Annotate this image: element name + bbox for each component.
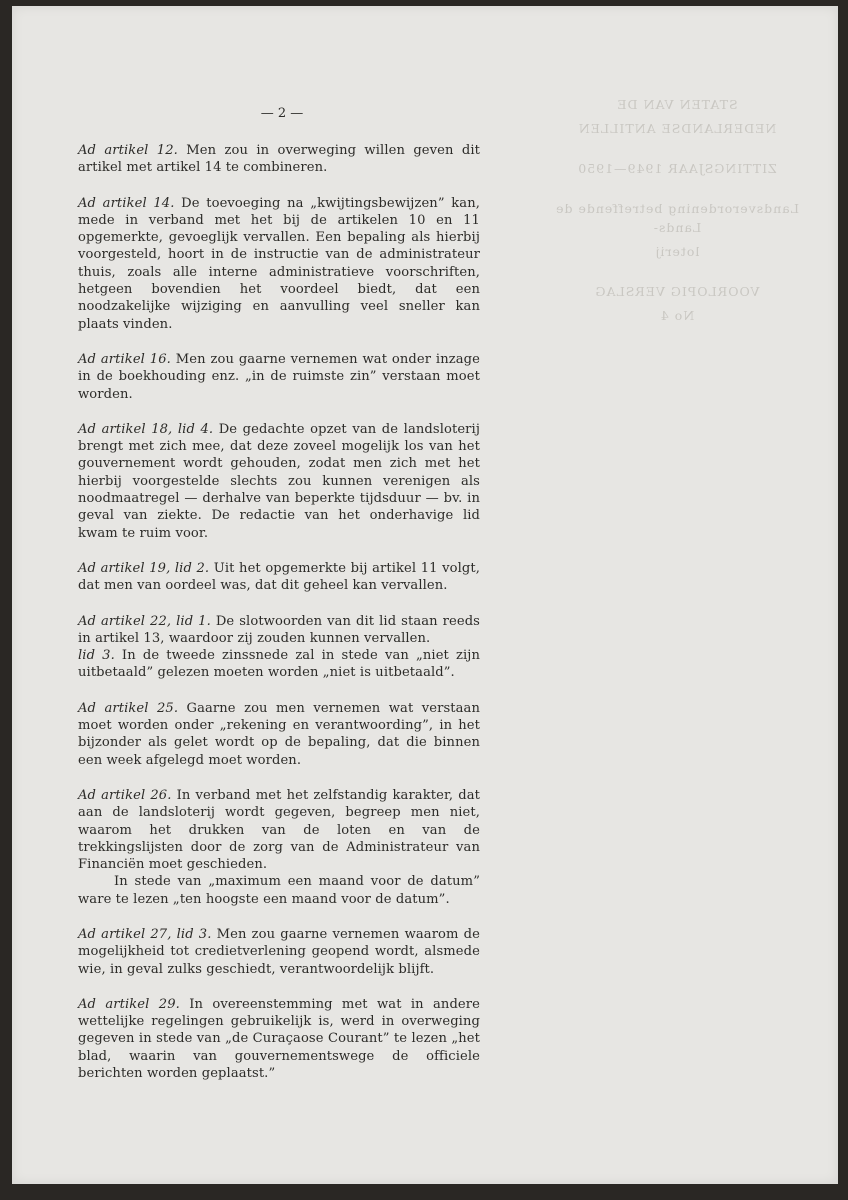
body-text (78, 142, 480, 1100)
paragraph-art-22-lid-3 (78, 647, 480, 682)
paragraph-art-16 (78, 351, 480, 403)
paragraph-art-18 (78, 421, 480, 542)
paragraph-art-14 (78, 195, 480, 333)
paragraph-text: Men zou in overweging willen geven dit artikel met artikel 14 te combineren. (78, 143, 480, 176)
bleed-line: loterij (654, 243, 700, 259)
paragraph-text: In overeenstemming met wat in andere wettelijke regelingen gebruikelijk is, werd in overweging gegeven in stede van „de Curaçaose Courant” te lezen „het blad, waarin van gouvernementswege de officiele berichten worden geplaatst.” (78, 996, 480, 1082)
paragraph-art-27 (78, 926, 480, 978)
paragraph-art-26-continued (78, 873, 480, 908)
article-reference: Ad artikel 16. (78, 351, 171, 367)
document-page (12, 6, 838, 1184)
bleed-line: VOORLOPIG VERSLAG (594, 283, 760, 299)
article-reference: lid 3. (78, 648, 115, 664)
article-reference: Ad artikel 29. (78, 996, 180, 1012)
article-reference: Ad artikel 19, lid 2. (78, 560, 210, 576)
paragraph-text: Men zou gaarne vernemen wat onder inzage in de boekhouding enz. „in de ruimste zin” verstaan moet worden. (78, 351, 480, 402)
paragraph-text: De gedachte opzet van de landsloterij brengt met zich mee, dat deze zoveel mogelijk los van het gouvernement wordt gehouden, zodat men zich met het hierbij voorgestelde slechts zou kunnen verenigen als noodmaatregel — derhalve van beperkte tijdsduur — bv. in geval van ziekte. De redactie van het onderhavige lid kwam te ruim voor. (78, 421, 480, 541)
paragraph-art-12 (78, 142, 480, 177)
paragraph-text: Men zou gaarne vernemen waarom de mogelijkheid tot credietverlening geopend wordt, alsmede wie, in geval zulks geschiedt, verantwoordelijk blijft. (78, 926, 481, 977)
paragraph-text: In stede van „maximum een maand voor de datum” ware te lezen „ten hoogste een maand voor de datum”. (78, 874, 480, 907)
bleed-line: STATEN VAN DE (616, 97, 738, 112)
article-reference: Ad artikel 12. (78, 143, 178, 158)
bleed-line: No 4 (659, 307, 695, 323)
article-reference: Ad artikel 14. (78, 195, 175, 211)
bleed-line: NEDERLANDSE ANTILLEN (577, 121, 777, 137)
article-reference: Ad artikel 27, lid 3. (78, 926, 212, 942)
paragraph-art-25 (78, 700, 480, 769)
paragraph-text: Gaarne zou men vernemen wat verstaan moet worden onder „rekening en verantwoording”, in het bijzonder als gelet wordt op de bepaling, dat die binnen een week afgelegd moet worden. (78, 700, 480, 768)
paragraph-text: In de tweede zinssnede zal in stede van „niet zijn uitbetaald” gelezen moeten worden „niet is uitbetaald”. (78, 648, 480, 681)
bleed-line: ZITTINGSJAAR 1949—1950 (577, 161, 777, 177)
paragraph-text: Uit het opgemerkte bij artikel 11 volgt, dat men van oordeel was, dat dit geheel kan vervallen. (78, 560, 480, 594)
paragraph-text: De toevoeging na „kwijtingsbewijzen” kan, mede in verband met het bij de artikelen 10 en 11 opgemerkte, gevoeglijk vervallen. Een bepaling als hierbij voorgesteld, hoort in de instructie van de administrateur thuis, zoals alle interne administratieve voorschriften, hetgeen bovendien het voordeel biedt, dat een noodzakelijke wijziging en aanvulling veel sneller kan plaats vinden. (78, 195, 481, 332)
page-number: — 2 — (260, 106, 304, 121)
article-reference: Ad artikel 22, lid 1. (78, 613, 211, 629)
article-reference: Ad artikel 18, lid 4. (78, 421, 214, 437)
paragraph-text: De slotwoorden van dit lid staan reeds in artikel 13, waardoor zij zouden kunnen vervallen. (78, 613, 481, 646)
article-reference: Ad artikel 25. (78, 700, 179, 716)
bleed-line: Landsverordening betreffende de Lands- (555, 201, 799, 235)
paragraph-art-26 (78, 787, 480, 873)
bleed-through-text (537, 96, 817, 331)
paragraph-art-22-lid-1 (78, 613, 480, 648)
paragraph-art-19 (78, 560, 480, 595)
paragraph-text: In verband met het zelfstandig karakter, dat aan de landsloterij wordt gegeven, begreep men niet, waarom het drukken van de loten en van de trekkingslijsten door de zorg van de Administrateur van Financiën moet geschieden. (78, 787, 480, 873)
paragraph-art-29 (78, 996, 480, 1082)
article-reference: Ad artikel 26. (78, 787, 172, 803)
